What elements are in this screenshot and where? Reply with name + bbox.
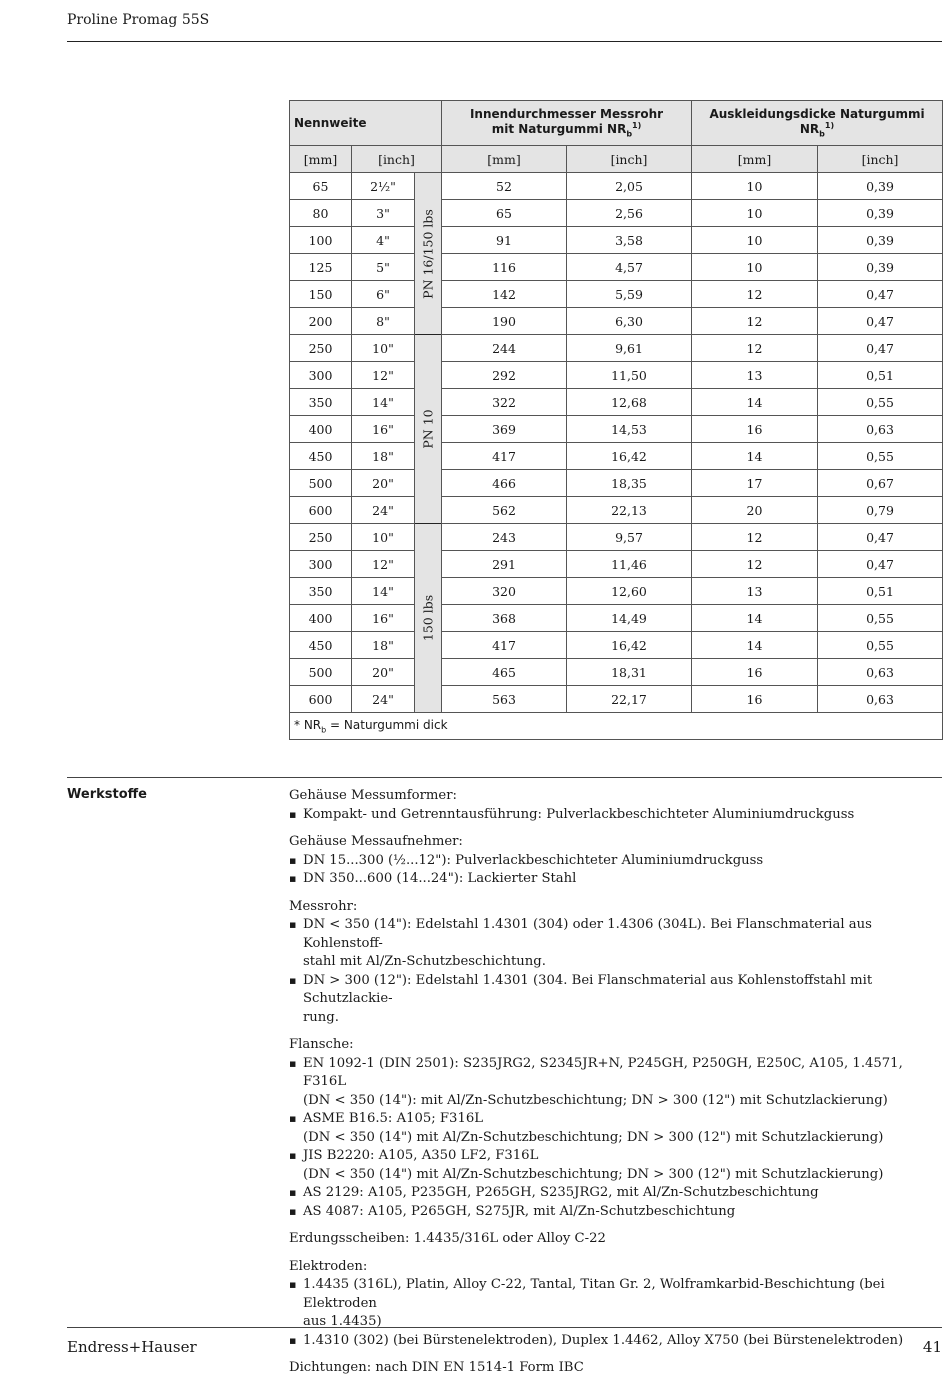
cell-id-mm: 91 [442, 227, 567, 254]
cell-id-mm: 368 [442, 605, 567, 632]
material-line: aus 1.4435) [303, 1314, 382, 1329]
cell-dn-mm: 300 [290, 551, 352, 578]
cell-lining-mm: 12 [692, 335, 818, 362]
cell-dn-inch: 18" [352, 632, 415, 659]
cell-dn-mm: 250 [290, 524, 352, 551]
material-list [289, 806, 944, 825]
cell-dn-mm: 450 [290, 632, 352, 659]
header-innendurchmesser: Innendurchmesser Messrohr mit Naturgummi $NR_b^{1)}$ [442, 101, 692, 146]
cell-id-inch: 11,46 [567, 551, 692, 578]
cell-lining-mm: 14 [692, 605, 818, 632]
material-list-item [289, 1332, 944, 1351]
material-list-item [289, 870, 944, 889]
unit-mm: [mm] [442, 146, 567, 173]
table-row [290, 524, 943, 551]
cell-dn-inch: 24" [352, 497, 415, 524]
material-list-item [289, 1203, 944, 1222]
cell-lining-mm: 12 [692, 524, 818, 551]
cell-id-inch: 18,35 [567, 470, 692, 497]
cell-lining-inch: 0,47 [818, 335, 943, 362]
cell-id-mm: 142 [442, 281, 567, 308]
cell-id-inch: 14,49 [567, 605, 692, 632]
material-group-heading: Erdungsscheiben: 1.4435/316L oder Alloy C-22 [289, 1231, 606, 1246]
cell-lining-inch: 0,63 [818, 686, 943, 713]
cell-id-inch: 2,05 [567, 173, 692, 200]
material-list [289, 852, 944, 889]
cell-dn-mm: 600 [290, 497, 352, 524]
cell-lining-mm: 10 [692, 254, 818, 281]
material-line: stahl mit Al/Zn-Schutzbeschichtung. [303, 954, 546, 969]
cell-dn-mm: 500 [290, 659, 352, 686]
cell-lining-mm: 10 [692, 200, 818, 227]
cell-lining-inch: 0,51 [818, 362, 943, 389]
cell-lining-mm: 14 [692, 632, 818, 659]
header-rule [67, 41, 942, 42]
material-list-item [289, 806, 944, 825]
table-row [290, 362, 943, 389]
cell-dn-mm: 350 [290, 389, 352, 416]
pressure-rating-label: PN 16/150 lbs [415, 173, 442, 335]
cell-lining-mm: 14 [692, 443, 818, 470]
material-group [289, 1359, 944, 1378]
footer-rule [67, 1327, 942, 1328]
cell-lining-mm: 12 [692, 551, 818, 578]
material-line: ▪ DN < 350 (14"): Edelstahl 1.4301 (304) oder 1.4306 (304L). Bei Flanschmaterial aus Kohlenstoff- [303, 917, 872, 951]
cell-id-inch: 9,57 [567, 524, 692, 551]
cell-dn-inch: 10" [352, 524, 415, 551]
material-group [289, 898, 944, 1028]
table-row [290, 200, 943, 227]
cell-dn-inch: 4" [352, 227, 415, 254]
cell-dn-mm: 500 [290, 470, 352, 497]
cell-id-inch: 4,57 [567, 254, 692, 281]
page-header-title: Proline Promag 55S [67, 12, 210, 28]
table-row [290, 227, 943, 254]
table-row [290, 551, 943, 578]
cell-id-inch: 18,31 [567, 659, 692, 686]
cell-lining-inch: 0,63 [818, 659, 943, 686]
cell-lining-mm: 16 [692, 686, 818, 713]
material-group [289, 1036, 944, 1221]
table-row [290, 605, 943, 632]
material-list-item [289, 1110, 944, 1147]
cell-lining-mm: 10 [692, 173, 818, 200]
cell-lining-mm: 12 [692, 281, 818, 308]
cell-lining-inch: 0,55 [818, 632, 943, 659]
cell-id-mm: 243 [442, 524, 567, 551]
cell-dn-inch: 6" [352, 281, 415, 308]
cell-lining-mm: 12 [692, 308, 818, 335]
cell-dn-inch: 14" [352, 389, 415, 416]
material-group [289, 833, 944, 889]
table-row [290, 254, 943, 281]
cell-id-mm: 116 [442, 254, 567, 281]
cell-id-inch: 9,61 [567, 335, 692, 362]
material-line: ▪ 1.4310 (302) (bei Bürstenelektroden), Duplex 1.4462, Alloy X750 (bei Bürstenelektroden) [303, 1332, 904, 1348]
cell-dn-mm: 100 [290, 227, 352, 254]
cell-lining-inch: 0,55 [818, 443, 943, 470]
cell-lining-mm: 20 [692, 497, 818, 524]
material-line: (DN < 350 (14"): mit Al/Zn-Schutzbeschichtung; DN > 300 (12") mit Schutzlackierung) [303, 1092, 888, 1108]
material-line: ▪ DN 15...300 (½...12"): Pulverlackbeschichteter Aluminiumdruckguss [303, 852, 764, 868]
table-row [290, 659, 943, 686]
cell-dn-inch: 8" [352, 308, 415, 335]
material-line: ▪ JIS B2220: A105, A350 LF2, F316L [303, 1148, 539, 1163]
cell-id-inch: 6,30 [567, 308, 692, 335]
cell-dn-mm: 450 [290, 443, 352, 470]
material-line: ▪ Kompakt- und Getrenntausführung: Pulverlackbeschichteter Aluminiumdruckguss [303, 806, 855, 822]
cell-lining-mm: 16 [692, 659, 818, 686]
cell-lining-inch: 0,39 [818, 173, 943, 200]
cell-lining-inch: 0,47 [818, 551, 943, 578]
cell-id-mm: 562 [442, 497, 567, 524]
footer-company: Endress+Hauser [67, 1338, 197, 1356]
material-line: rung. [303, 1009, 339, 1025]
cell-id-mm: 65 [442, 200, 567, 227]
material-group [289, 1258, 944, 1351]
cell-lining-inch: 0,67 [818, 470, 943, 497]
cell-dn-inch: 16" [352, 605, 415, 632]
cell-id-mm: 291 [442, 551, 567, 578]
table-row [290, 470, 943, 497]
cell-id-inch: 3,58 [567, 227, 692, 254]
section-rule [67, 777, 942, 778]
cell-dn-mm: 150 [290, 281, 352, 308]
table-row [290, 416, 943, 443]
header-nennweite: Nennweite [290, 101, 442, 146]
material-list [289, 1055, 944, 1222]
table-row [290, 389, 943, 416]
cell-lining-inch: 0,55 [818, 605, 943, 632]
cell-id-inch: 2,56 [567, 200, 692, 227]
cell-lining-mm: 13 [692, 362, 818, 389]
cell-dn-mm: 400 [290, 416, 352, 443]
material-list-item [289, 1276, 944, 1332]
unit-inch: [inch] [567, 146, 692, 173]
cell-dn-inch: 20" [352, 659, 415, 686]
table-footnote: * $NR_b$ = Naturgummi dick [290, 713, 943, 740]
cell-dn-mm: 350 [290, 578, 352, 605]
cell-dn-mm: 250 [290, 335, 352, 362]
cell-dn-mm: 80 [290, 200, 352, 227]
cell-dn-inch: 2½" [352, 173, 415, 200]
material-line: ▪ DN > 300 (12"): Edelstahl 1.4301 (304. Bei Flanschmaterial aus Kohlenstoffstahl mit Schutzlackie- [303, 972, 873, 1006]
material-line: ▪ EN 1092-1 (DIN 2501): S235JRG2, S2345JR+N, P245GH, P250GH, E250C, A105, 1.4571, F316L [303, 1055, 903, 1089]
material-group-heading: Gehäuse Messaufnehmer: [289, 834, 463, 849]
material-list [289, 916, 944, 1027]
unit-mm: [mm] [692, 146, 818, 173]
cell-dn-inch: 5" [352, 254, 415, 281]
cell-id-inch: 11,50 [567, 362, 692, 389]
cell-dn-inch: 3" [352, 200, 415, 227]
cell-id-inch: 12,68 [567, 389, 692, 416]
table-row [290, 578, 943, 605]
cell-lining-inch: 0,47 [818, 308, 943, 335]
cell-dn-inch: 12" [352, 551, 415, 578]
cell-id-mm: 465 [442, 659, 567, 686]
pressure-rating-label: PN 10 [415, 335, 442, 524]
cell-id-mm: 563 [442, 686, 567, 713]
material-group-heading: Messrohr: [289, 898, 358, 914]
material-group-heading: Dichtungen: nach DIN EN 1514-1 Form IBC [289, 1360, 584, 1375]
material-list [289, 1276, 944, 1350]
material-line: (DN < 350 (14") mit Al/Zn-Schutzbeschichtung; DN > 300 (12") mit Schutzlackierung) [303, 1129, 884, 1145]
cell-id-inch: 22,13 [567, 497, 692, 524]
cell-lining-inch: 0,39 [818, 227, 943, 254]
material-group-heading: Elektroden: [289, 1258, 368, 1274]
cell-lining-mm: 13 [692, 578, 818, 605]
unit-mm: [mm] [290, 146, 352, 173]
cell-id-mm: 292 [442, 362, 567, 389]
table-row [290, 632, 943, 659]
material-list-item [289, 972, 944, 1028]
table-body [290, 173, 943, 713]
cell-dn-mm: 125 [290, 254, 352, 281]
material-line: ▪ 1.4435 (316L), Platin, Alloy C-22, Tantal, Titan Gr. 2, Wolframkarbid-Beschichtung (bei Elektroden [303, 1277, 885, 1311]
cell-id-mm: 322 [442, 389, 567, 416]
cell-id-mm: 190 [442, 308, 567, 335]
page-number: 41 [922, 1338, 942, 1356]
material-line: ▪ DN 350...600 (14...24"): Lackierter Stahl [303, 871, 577, 886]
cell-id-inch: 22,17 [567, 686, 692, 713]
werkstoffe-label: Werkstoffe [67, 787, 147, 802]
cell-id-inch: 14,53 [567, 416, 692, 443]
cell-lining-inch: 0,55 [818, 389, 943, 416]
cell-id-inch: 16,42 [567, 443, 692, 470]
cell-id-mm: 466 [442, 470, 567, 497]
werkstoffe-content [289, 787, 944, 1387]
pressure-rating-label: 150 lbs [415, 524, 442, 713]
table-row [290, 686, 943, 713]
cell-dn-mm: 600 [290, 686, 352, 713]
cell-lining-inch: 0,47 [818, 524, 943, 551]
cell-dn-inch: 10" [352, 335, 415, 362]
table-row [290, 443, 943, 470]
cell-lining-inch: 0,47 [818, 281, 943, 308]
table-row [290, 497, 943, 524]
material-group [289, 787, 944, 824]
material-list-item [289, 1055, 944, 1111]
material-list-item [289, 916, 944, 972]
material-list-item [289, 852, 944, 871]
material-line: (DN < 350 (14") mit Al/Zn-Schutzbeschichtung; DN > 300 (12") mit Schutzlackierung) [303, 1166, 884, 1182]
cell-lining-inch: 0,79 [818, 497, 943, 524]
cell-id-mm: 52 [442, 173, 567, 200]
material-group-heading: Flansche: [289, 1037, 354, 1052]
unit-inch: [inch] [818, 146, 943, 173]
cell-id-inch: 16,42 [567, 632, 692, 659]
dimensions-table [289, 100, 943, 740]
table-row [290, 281, 943, 308]
cell-dn-inch: 20" [352, 470, 415, 497]
material-list-item [289, 1184, 944, 1203]
cell-dn-inch: 18" [352, 443, 415, 470]
cell-dn-mm: 400 [290, 605, 352, 632]
cell-lining-mm: 10 [692, 227, 818, 254]
cell-lining-mm: 16 [692, 416, 818, 443]
cell-lining-inch: 0,63 [818, 416, 943, 443]
material-line: ▪ ASME B16.5: A105; F316L [303, 1111, 483, 1126]
cell-lining-inch: 0,39 [818, 254, 943, 281]
cell-dn-inch: 16" [352, 416, 415, 443]
material-list-item [289, 1147, 944, 1184]
material-line: ▪ AS 4087: A105, P265GH, S275JR, mit Al/Zn-Schutzbeschichtung [303, 1203, 736, 1219]
cell-lining-mm: 17 [692, 470, 818, 497]
unit-inch: [inch] [352, 146, 442, 173]
cell-id-mm: 369 [442, 416, 567, 443]
cell-lining-mm: 14 [692, 389, 818, 416]
header-auskleidungsdicke: Auskleidungsdicke Naturgummi $NR_b^{1)}$ [692, 101, 943, 146]
cell-id-mm: 417 [442, 443, 567, 470]
cell-dn-inch: 14" [352, 578, 415, 605]
material-group-heading: Gehäuse Messumformer: [289, 788, 457, 803]
table-row [290, 308, 943, 335]
cell-dn-mm: 200 [290, 308, 352, 335]
cell-id-inch: 12,60 [567, 578, 692, 605]
cell-lining-inch: 0,39 [818, 200, 943, 227]
material-line: ▪ AS 2129: A105, P235GH, P265GH, S235JRG2, mit Al/Zn-Schutzbeschichtung [303, 1185, 819, 1200]
cell-id-mm: 320 [442, 578, 567, 605]
cell-dn-mm: 65 [290, 173, 352, 200]
cell-lining-inch: 0,51 [818, 578, 943, 605]
cell-dn-mm: 300 [290, 362, 352, 389]
cell-id-inch: 5,59 [567, 281, 692, 308]
table-row [290, 173, 943, 200]
cell-id-mm: 417 [442, 632, 567, 659]
table-row [290, 335, 943, 362]
cell-dn-inch: 12" [352, 362, 415, 389]
cell-id-mm: 244 [442, 335, 567, 362]
material-group [289, 1230, 944, 1249]
cell-dn-inch: 24" [352, 686, 415, 713]
